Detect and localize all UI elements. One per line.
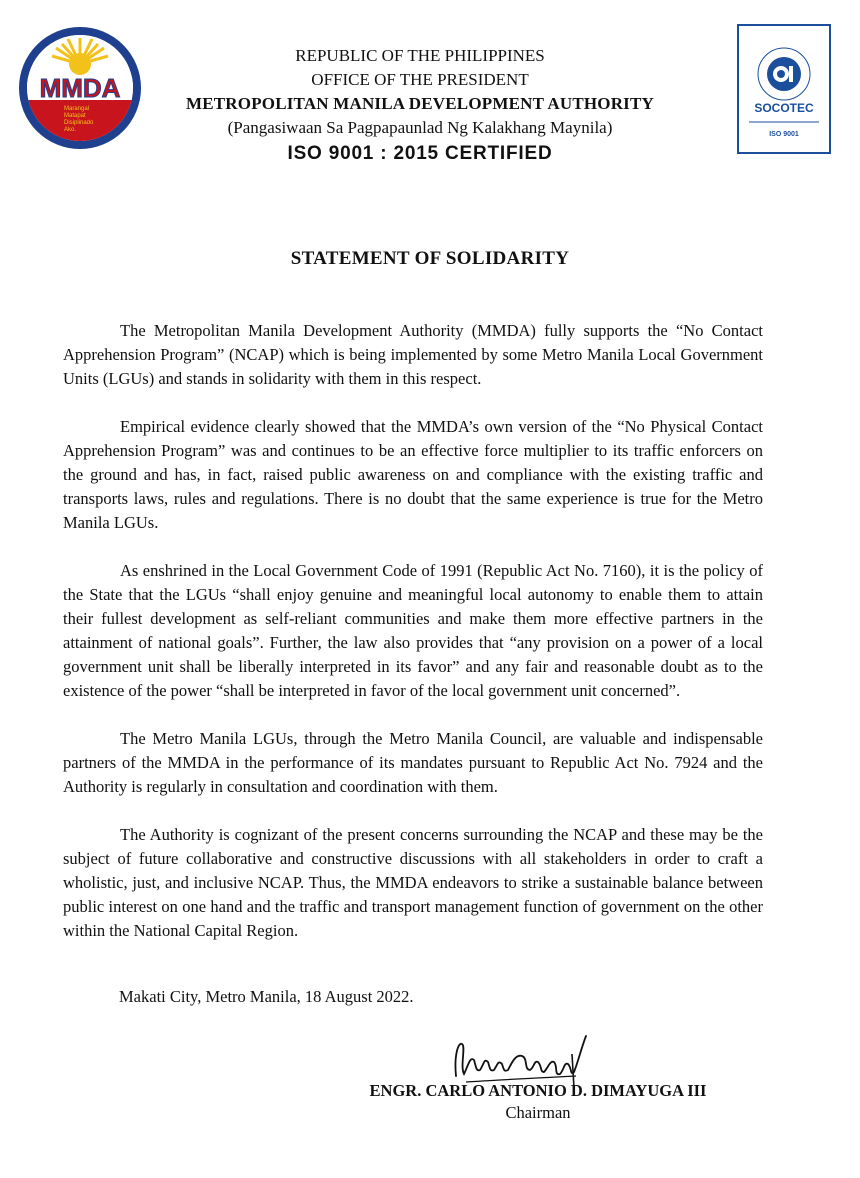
paragraph: The Metropolitan Manila Development Authority (MMDA) fully supports the “No Contact Apprehension Program” (NCAP) which is being implemented by some Metro Manila Local Government Units (LGUs) and stands in solidarity with them in this respect.	[63, 321, 763, 388]
place-date: Makati City, Metro Manila, 18 August 2022.	[119, 987, 414, 1006]
paragraph: The Metro Manila LGUs, through the Metro Manila Council, are valuable and indispensable partners of the MMDA in the performance of its mandates pursuant to Republic Act No. 7924 and the Authority is regularly in consultation and coordination with them.	[63, 729, 763, 796]
document-title: STATEMENT OF SOLIDARITY	[290, 248, 570, 269]
socotec-standard: ISO 9001	[769, 131, 799, 138]
svg-text:Marangal: Marangal	[64, 106, 90, 112]
letterhead-agency: METROPOLITAN MANILA DEVELOPMENT AUTHORITY	[185, 94, 655, 113]
socotec-logo	[737, 24, 831, 154]
mmda-logo-text: MMDA	[39, 73, 121, 103]
svg-text:Disiplinado: Disiplinado	[64, 120, 94, 126]
letterhead-agency-filipino: (Pangasiwaan Sa Pagpapaunlad Ng Kalakhang Maynila)	[227, 118, 613, 137]
letterhead-country: REPUBLIC OF THE PHILIPPINES	[295, 46, 545, 65]
letterhead-office: OFFICE OF THE PRESIDENT	[311, 70, 529, 89]
letterhead	[150, 44, 690, 166]
svg-text:Matapat: Matapat	[64, 113, 86, 119]
paragraph: The Authority is cognizant of the present concerns surrounding the NCAP and these may be the subject of future collaborative and constructive discussions with all stakeholders in order to craft a wholistic, just, and inclusive NCAP. Thus, the MMDA endeavors to strike a sustainable balance between public interest on one hand and the traffic and transport management function of government on the other within the National Capital Region.	[63, 825, 763, 940]
socotec-name: SOCOTEC	[754, 101, 814, 115]
paragraph: As enshrined in the Local Government Code of 1991 (Republic Act No. 7160), it is the policy of the State that the LGUs “shall enjoy genuine and meaningful local autonomy to enable them to attain their fullest development as self-reliant communities and make them more effective partners in the attainment of national goals”. Further, the law also provides that “any provision on a power of a local government unit shall be liberally interpreted in its favor” and any fair and reasonable doubt as to the existence of the power “shall be interpreted in favor of the local government unit concerned”.	[63, 561, 763, 700]
signatory-name: ENGR. CARLO ANTONIO D. DIMAYUGA III	[369, 1081, 707, 1100]
iso-certification: ISO 9001 : 2015 CERTIFIED	[287, 143, 553, 164]
document-body	[63, 319, 763, 967]
paragraph: Empirical evidence clearly showed that the MMDA’s own version of the “No Physical Contact Apprehension Program” was and continues to be an effective force multiplier to its traffic enforcers on the ground and has, in fact, raised public awareness on and compliance with the existing traffic and transports laws, rules and regulations. There is no doubt that the same experience is true for the Metro Manila LGUs.	[63, 417, 763, 532]
mmda-logo	[18, 26, 142, 150]
svg-text:Ako.: Ako.	[64, 127, 77, 133]
signatory-position: Chairman	[505, 1103, 571, 1122]
